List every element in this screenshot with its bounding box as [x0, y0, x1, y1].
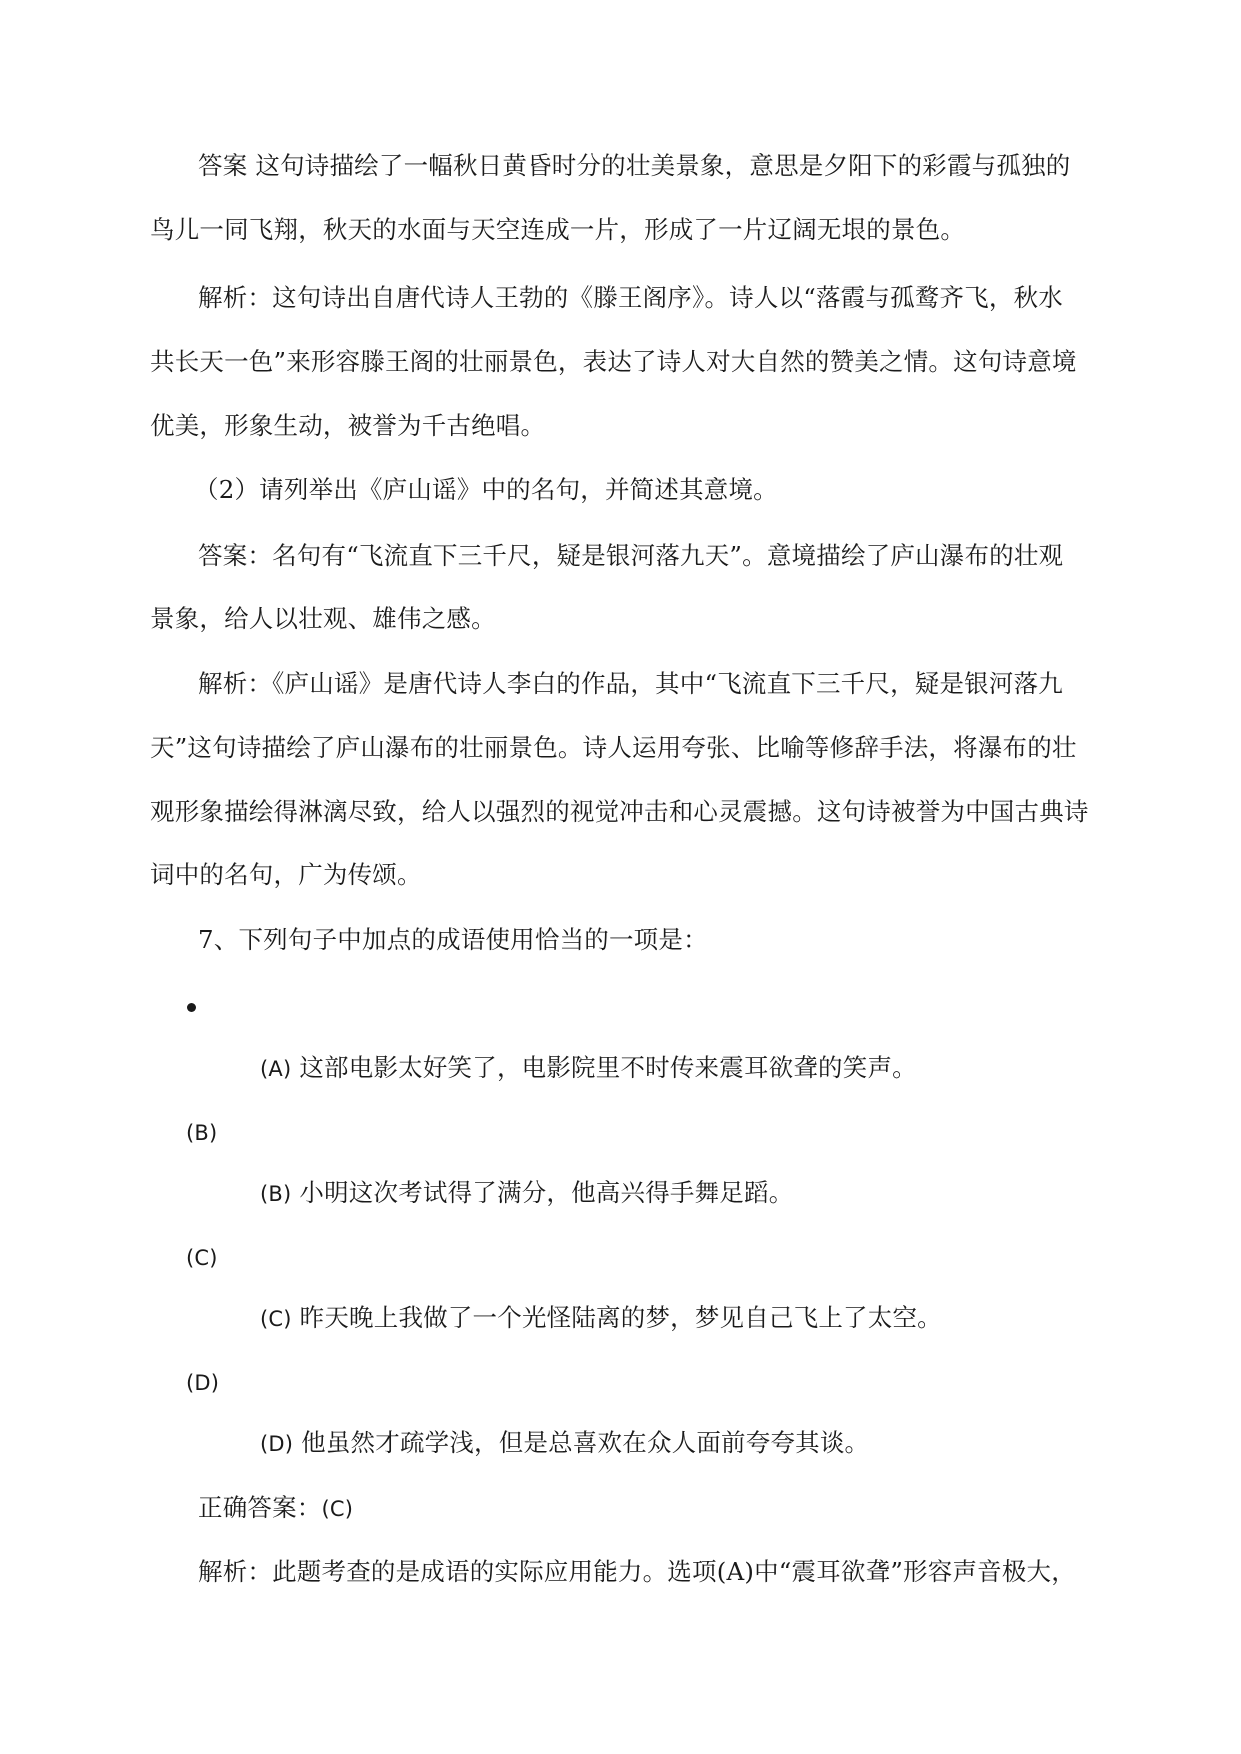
option-d-tag: (D) [260, 1432, 294, 1456]
analysis-line: 解析：此题考查的是成语的实际应用能力。选项(A)中“震耳欲聋”形容声音极大， [198, 1557, 1076, 1586]
paragraph-line: 优美，形象生动，被誉为千古绝唱。 [150, 411, 546, 440]
option-b-tag: (B) [260, 1182, 292, 1206]
paragraph-line: 景象，给人以壮观、雄伟之感。 [150, 604, 496, 633]
bullet-icon [187, 1003, 196, 1012]
paragraph-line: 天”这句诗描绘了庐山瀑布的壮丽景色。诗人运用夸张、比喻等修辞手法，将瀑布的壮 [150, 733, 1077, 762]
question-title: 7、下列句子中加点的成语使用恰当的一项是： [198, 925, 708, 954]
option-c-label: (C) [186, 1246, 218, 1270]
option-b-label: (B) [186, 1121, 218, 1145]
option-a [260, 1053, 917, 1084]
paragraph-line: 鸟儿一同飞翔，秋天的水面与天空连成一片，形成了一片辽阔无垠的景色。 [150, 215, 966, 244]
option-c-text: 昨天晚上我做了一个光怪陆离的梦，梦见自己飞上了太空。 [299, 1303, 942, 1332]
option-d-text: 他虽然才疏学浅，但是总喜欢在众人面前夸夸其谈。 [301, 1428, 870, 1457]
paragraph-line: 共长天一色”来形容滕王阁的壮丽景色，表达了诗人对大自然的赞美之情。这句诗意境 [150, 347, 1077, 376]
option-a-text: 这部电影太好笑了，电影院里不时传来震耳欲聋的笑声。 [299, 1053, 917, 1082]
correct-answer [198, 1493, 353, 1524]
paragraph-line: 解析：这句诗出自唐代诗人王勃的《滕王阁序》。诗人以“落霞与孤鹜齐飞，秋水 [198, 283, 1063, 312]
option-b-text: 小明这次考试得了满分，他高兴得手舞足蹈。 [299, 1178, 794, 1207]
paragraph-line: 词中的名句，广为传颂。 [150, 860, 422, 889]
paragraph-line: 答案：名句有“飞流直下三千尺，疑是银河落九天”。意境描绘了庐山瀑布的壮观 [198, 541, 1064, 570]
paragraph-line: 解析：《庐山谣》是唐代诗人李白的作品，其中“飞流直下三千尺，疑是银河落九 [198, 669, 1063, 698]
option-a-tag: (A) [260, 1057, 292, 1081]
paragraph-line: 观形象描绘得淋漓尽致，给人以强烈的视觉冲击和心灵震撼。这句诗被誉为中国古典诗 [150, 797, 1089, 826]
option-d-label: (D) [186, 1371, 220, 1395]
correct-answer-value: (C) [321, 1497, 354, 1521]
option-b [260, 1178, 793, 1209]
option-d [260, 1428, 869, 1459]
correct-answer-prefix: 正确答案： [198, 1493, 322, 1522]
option-c [260, 1303, 942, 1334]
question-line: （2）请列举出《庐山谣》中的名句，并简述其意境。 [194, 475, 778, 504]
option-c-tag: (C) [260, 1307, 292, 1331]
paragraph-line: 答案 这句诗描绘了一幅秋日黄昏时分的壮美景象，意思是夕阳下的彩霞与孤独的 [198, 151, 1071, 180]
